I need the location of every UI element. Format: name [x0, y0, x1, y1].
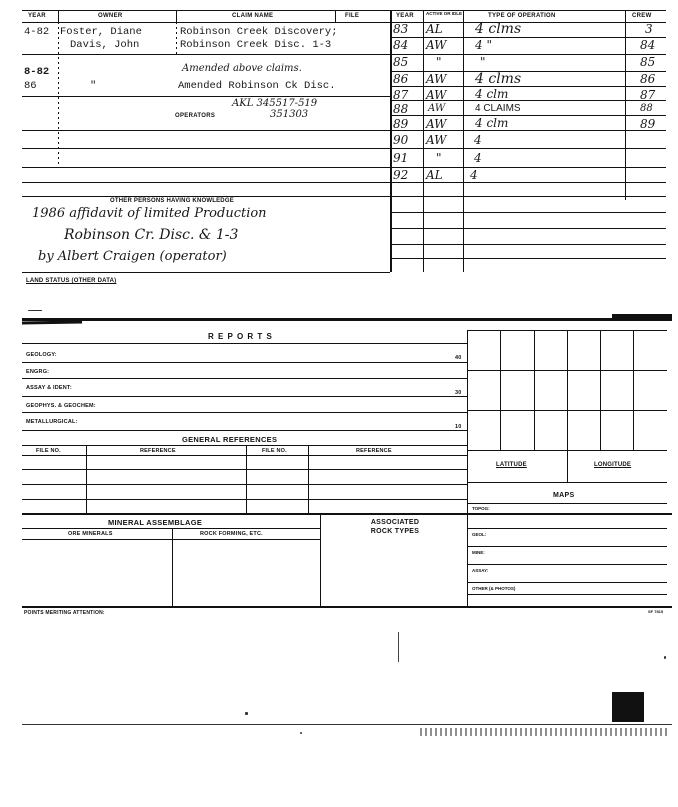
gr-col-div	[86, 445, 87, 513]
maps-title: MAPS	[553, 492, 575, 499]
maps-geol: GEOL:	[472, 532, 487, 537]
activity-crew: 85	[640, 55, 656, 69]
handwritten-claim-note: AKL 345517-519	[232, 98, 318, 109]
general-references-title: GENERAL REFERENCES	[182, 435, 278, 444]
activity-left-border	[390, 10, 392, 272]
activity-operation: 4 clms	[475, 71, 522, 87]
scan-speck	[300, 732, 302, 734]
col-div	[335, 10, 336, 22]
row-line	[22, 148, 390, 149]
activity-row-line	[390, 182, 666, 183]
owner-row-2-claim: Robinson Creek Disc. 1-3	[180, 39, 332, 51]
activity-operation: 4	[474, 151, 482, 165]
latitude-label: LATITUDE	[496, 462, 527, 468]
report-engrg: ENGRG:	[26, 369, 50, 375]
maps-mine: MINE:	[472, 550, 485, 555]
activity-row-line	[390, 115, 666, 116]
operators-value: 351303	[270, 109, 309, 120]
other-persons-line-1: 1986 affidavit of limited Production	[32, 206, 267, 221]
activity-operation: "	[480, 55, 486, 69]
col-div-crew	[625, 10, 626, 200]
scan-speck	[664, 656, 666, 659]
activity-year: 90	[393, 133, 409, 147]
activity-operation: 4 "	[475, 38, 492, 52]
activity-crew: 88	[640, 103, 653, 114]
section-divider-smudge	[612, 314, 672, 321]
activity-year: 84	[393, 38, 409, 52]
maps-assay: ASSAY:	[472, 568, 489, 573]
activity-status: "	[436, 55, 442, 69]
report-geology: GEOLOGY:	[26, 352, 57, 358]
hdr-file: FILE	[345, 13, 360, 19]
gr-col-reference-2: REFERENCE	[356, 448, 392, 454]
ma-underline	[22, 528, 320, 529]
mineral-assemblage-title: MINERAL ASSEMBLAGE	[108, 518, 203, 527]
section-divider	[22, 318, 672, 321]
ma-col-div	[172, 528, 173, 606]
owner-row-1-year: 4-82	[24, 26, 50, 38]
section-divider-smudge	[22, 320, 82, 324]
row-line	[22, 272, 390, 273]
form-number: SF 7815	[648, 609, 664, 614]
activity-year: 87	[393, 88, 409, 102]
report-row-line	[22, 396, 467, 397]
hdr-year-2: YEAR	[396, 13, 414, 19]
col-div-year	[423, 10, 424, 272]
grid-col	[534, 330, 535, 450]
row-line	[22, 182, 390, 183]
gr-row-line	[22, 499, 467, 500]
activity-row-line	[390, 258, 666, 259]
activity-status: AW	[426, 117, 447, 131]
ma-header-line	[22, 539, 320, 540]
owner-row-2-owner: Davis, John	[70, 39, 140, 51]
scan-speck	[398, 632, 399, 662]
ore-minerals-label: ORE MINERALS	[68, 531, 113, 537]
gr-underline	[22, 445, 467, 446]
activity-operation: 4 clms	[475, 21, 522, 37]
scan-line	[22, 724, 672, 725]
maps-other: OTHER (& PHOTOS)	[472, 586, 516, 591]
other-persons-line-2: Robinson Cr. Disc. & 1-3	[64, 227, 239, 243]
longitude-label: LONGITUDE	[594, 462, 632, 468]
scan-block	[612, 692, 644, 722]
activity-operation: 4 clm	[475, 87, 509, 101]
grid-row	[467, 410, 667, 411]
scan-speck	[28, 310, 42, 311]
latlong-bottom	[467, 482, 667, 483]
other-persons-label: OTHER PERSONS HAVING KNOWLEDGE	[110, 198, 234, 204]
activity-crew: 87	[640, 88, 656, 102]
land-status-label: LAND STATUS (OTHER DATA)	[26, 278, 117, 284]
reports-underline	[22, 343, 467, 344]
gr-row-line	[22, 469, 467, 470]
grid-col	[567, 330, 568, 482]
gr-bottom-line	[22, 513, 672, 515]
activity-year: 86	[393, 72, 409, 86]
rock-forming-label: ROCK FORMING, ETC.	[200, 531, 263, 537]
row-line	[22, 130, 390, 131]
hdr-active-idle: ACTIVE OR IDLE	[426, 11, 463, 16]
activity-status: AW	[426, 38, 447, 52]
report-geophys: GEOPHYS. & GEOCHEM:	[26, 403, 96, 409]
report-assay: ASSAY & IDENT:	[26, 385, 72, 391]
ma-col-div	[320, 513, 321, 606]
dotted-col	[176, 22, 177, 54]
owner-row-1-claim: Robinson Creek Discovery;	[180, 26, 338, 38]
hdr-year: YEAR	[28, 13, 46, 19]
row-line	[22, 196, 390, 197]
activity-year: 89	[393, 117, 409, 131]
maps-row-line	[467, 582, 667, 583]
activity-status: "	[436, 151, 442, 165]
activity-row-line	[390, 196, 666, 197]
operators-label: OPERATORS	[175, 113, 216, 119]
hdr-owner: OWNER	[98, 13, 123, 19]
activity-status: AW	[426, 133, 447, 147]
activity-operation: 4	[474, 133, 482, 147]
grid-col	[633, 330, 634, 450]
activity-year: 91	[393, 151, 409, 165]
report-geology-num: 40	[455, 355, 462, 361]
gr-row-line	[22, 484, 467, 485]
activity-row-line	[390, 148, 666, 149]
activity-operation: 4 CLAIMS	[475, 103, 521, 114]
activity-row-line	[390, 228, 666, 229]
maps-row-line	[467, 528, 667, 529]
gr-col-div	[246, 445, 247, 513]
activity-year: 88	[393, 102, 409, 116]
owner-row-4-year: 86	[24, 80, 37, 92]
activity-year: 83	[393, 22, 409, 36]
activity-status: AW	[428, 103, 446, 114]
col-div	[58, 10, 59, 22]
owner-row-4-claim: Amended Robinson Ck Disc.	[178, 80, 336, 92]
activity-row-line	[390, 86, 666, 87]
gr-col-reference-1: REFERENCE	[140, 448, 176, 454]
report-row-line	[22, 362, 467, 363]
hdr-claim-name: CLAIM NAME	[232, 13, 274, 19]
col-div-active	[463, 10, 464, 272]
mineral-bottom-line	[22, 606, 672, 608]
col-div	[176, 10, 177, 22]
activity-operation: 4 clm	[475, 116, 509, 130]
report-metallurgical: METALLURGICAL:	[26, 419, 78, 425]
gr-header-line	[22, 455, 467, 456]
activity-status: AW	[426, 72, 447, 86]
activity-crew: 3	[645, 22, 653, 36]
activity-year: 85	[393, 55, 409, 69]
activity-status: AW	[426, 88, 447, 102]
owner-row-1-owner: Foster, Diane	[60, 26, 142, 38]
report-assay-num: 30	[455, 390, 462, 396]
row-line	[22, 167, 390, 168]
header-underline	[22, 22, 666, 23]
points-meriting-attention-label: POINTS MERITING ATTENTION:	[24, 610, 105, 616]
activity-crew: 86	[640, 72, 656, 86]
report-row-line	[22, 412, 467, 413]
activity-row-line	[390, 54, 666, 55]
top-border	[22, 10, 666, 11]
gr-col-file-no-1: FILE NO.	[36, 448, 61, 454]
maps-row-line	[467, 594, 667, 595]
row-line	[22, 54, 390, 55]
scan-speck	[245, 712, 248, 715]
activity-row-line	[390, 244, 666, 245]
reports-title: R E P O R T S	[208, 332, 273, 341]
scan-noise	[420, 728, 670, 736]
row-line	[22, 96, 390, 97]
owner-row-3-year: 8-82	[24, 66, 50, 78]
maps-topog: TOPOG:	[472, 506, 490, 511]
hdr-type-of-operation: TYPE OF OPERATION	[488, 13, 556, 19]
activity-status: AL	[426, 22, 443, 36]
associated-rock-types-label: ASSOCIATED ROCK TYPES	[370, 519, 420, 535]
grid-col	[600, 330, 601, 450]
maps-row-line	[467, 564, 667, 565]
other-persons-line-3: by Albert Craigen (operator)	[38, 249, 227, 264]
gr-col-file-no-2: FILE NO.	[262, 448, 287, 454]
gr-col-div	[308, 445, 309, 513]
report-metallurgical-num: 10	[455, 424, 462, 430]
activity-row-line	[390, 212, 666, 213]
grid-row	[467, 450, 667, 451]
activity-year: 92	[393, 168, 409, 182]
activity-status: AL	[426, 168, 443, 182]
dotted-col	[58, 22, 59, 167]
grid-col	[500, 330, 501, 450]
owner-row-3-claim: Amended above claims.	[182, 63, 302, 74]
report-row-line	[22, 430, 467, 431]
activity-operation: 4	[470, 168, 478, 182]
activity-crew: 89	[640, 117, 656, 131]
report-row-line	[22, 378, 467, 379]
hdr-crew: CREW	[632, 13, 652, 19]
owner-row-4-owner: "	[90, 80, 97, 92]
activity-crew: 84	[640, 38, 656, 52]
grid-row	[467, 370, 667, 371]
maps-underline	[467, 503, 667, 504]
maps-row-line	[467, 546, 667, 547]
